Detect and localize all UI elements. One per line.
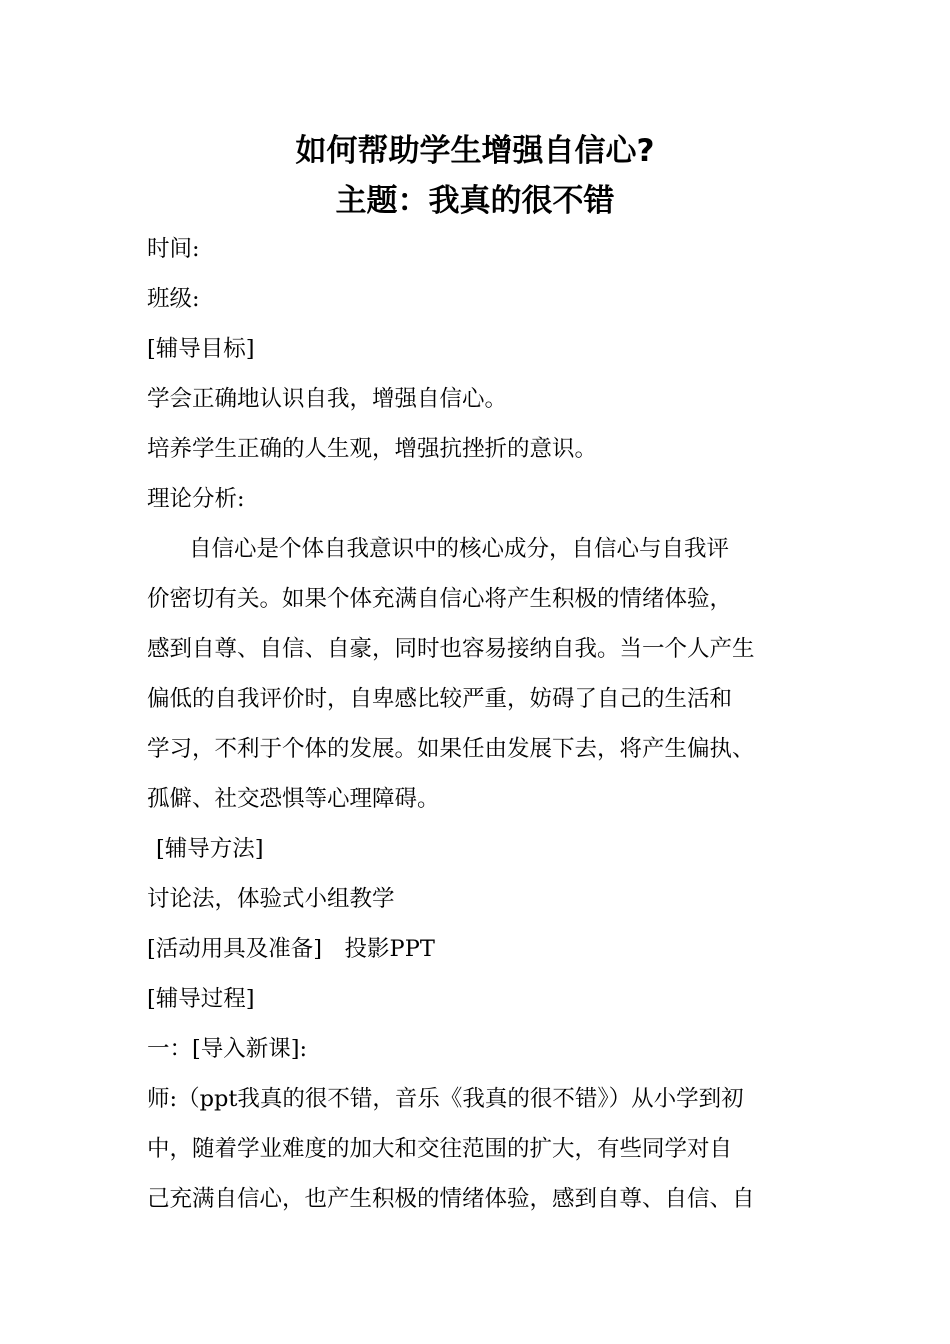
section-heading-process: [辅导过程]: [147, 986, 255, 1012]
time-label: 时间:: [147, 236, 200, 262]
paragraph-line: 己充满自信心，也产生积极的情绪体验，感到自尊、自信、自: [147, 1186, 755, 1212]
materials-line: [活动用具及准备] 投影PPT: [147, 936, 435, 962]
document-subtitle: 主题：我真的很不错: [335, 183, 615, 219]
goal-item: 培养学生正确的人生观，增强抗挫折的意识。: [147, 436, 598, 462]
paragraph-line: 师:（ppt我真的很不错，音乐《我真的很不错》）从小学到初: [147, 1086, 744, 1112]
paragraph-line: 中，随着学业难度的加大和交往范围的扩大，有些同学对自: [147, 1136, 733, 1162]
paragraph-line: 学习，不利于个体的发展。如果任由发展下去，将产生偏执、: [147, 736, 755, 762]
paragraph-line: 自信心是个体自我意识中的核心成分，自信心与自我评: [189, 536, 730, 562]
methods-text: 讨论法，体验式小组教学: [147, 886, 395, 912]
section-heading-goals: [辅导目标]: [147, 336, 255, 362]
paragraph-line: 价密切有关。如果个体充满自信心将产生积极的情绪体验，: [147, 586, 733, 612]
paragraph-line: 偏低的自我评价时，自卑感比较严重，妨碍了自己的生活和: [147, 686, 733, 712]
process-step-heading: 一：[导入新课]:: [147, 1036, 308, 1062]
paragraph-line: 孤僻、社交恐惧等心理障碍。: [147, 786, 440, 812]
section-heading-methods: [辅导方法]: [156, 836, 264, 862]
section-heading-analysis: 理论分析:: [147, 486, 245, 512]
class-label: 班级:: [147, 286, 200, 312]
document-title: 如何帮助学生增强自信心?: [295, 133, 655, 169]
goal-item: 学会正确地认识自我，增强自信心。: [147, 386, 508, 412]
paragraph-line: 感到自尊、自信、自豪，同时也容易接纳自我。当一个人产生: [147, 636, 755, 662]
